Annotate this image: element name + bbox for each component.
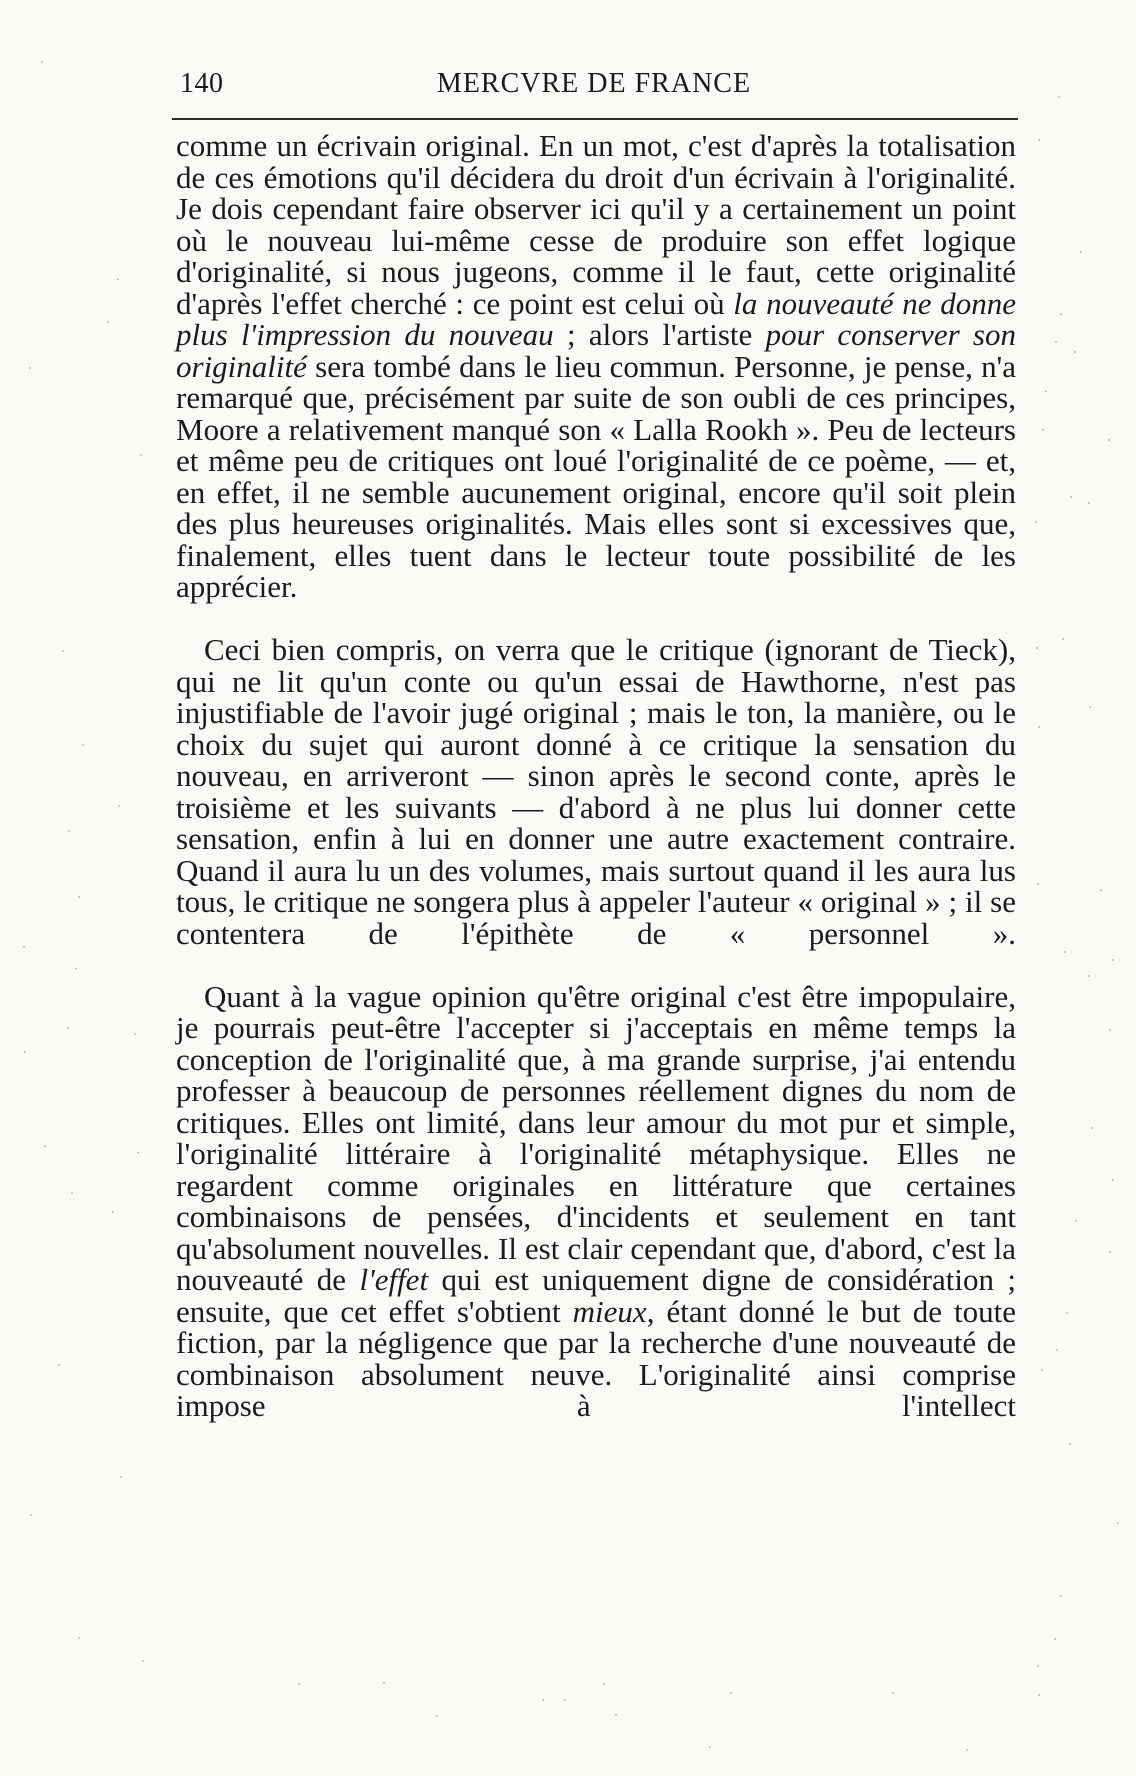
italic-text: pour conserver son originalité — [176, 317, 1016, 384]
speckle — [1075, 1220, 1077, 1222]
speckle — [1109, 1029, 1111, 1031]
speckle — [1038, 139, 1040, 141]
speckle — [41, 61, 43, 63]
body-text: ; alors l'artiste — [553, 317, 766, 352]
speckle — [44, 1145, 46, 1147]
speckle — [1066, 1312, 1068, 1314]
speckle — [1108, 439, 1110, 441]
speckle — [82, 744, 84, 746]
italic-text: mieux — [572, 1293, 647, 1329]
speckle — [1035, 521, 1037, 523]
speckle — [1109, 1251, 1111, 1253]
speckle — [1041, 1369, 1043, 1371]
speckle — [1088, 975, 1090, 977]
speckle — [1037, 883, 1039, 885]
speckle — [1037, 1665, 1039, 1667]
body-text: comme un écrivain original. En un mot, c'est d'après la totalisation de ces émotions qu'il décidera du droit d'un écrivain à l'originalité. Je dois cependant faire observer ici qu'il y a certainement un point où le nouveau lui-même cesse de produire son effet logique d'originalité, si nous jugeons, comme il le faut, cette originalité d'après l'effet cherché : ce point est celui où — [176, 128, 1016, 321]
speckle — [142, 1660, 144, 1662]
speckle — [1042, 429, 1044, 431]
paragraph — [176, 978, 1016, 1454]
running-header — [170, 60, 1018, 104]
body-text: qui est uniquement digne de considération ; ensuite, que cet effet s'obtient — [176, 1262, 1016, 1329]
body-text: , étant donné le but de toute fiction, par la négligence que par la recherche d'une nouveauté de combinaison absolument neuve. L'originalité ainsi comprise impose à l'intellect — [176, 1293, 1016, 1423]
speckle — [118, 805, 120, 807]
speckle — [1058, 96, 1060, 98]
speckle — [1074, 351, 1076, 353]
speckle — [1070, 496, 1072, 498]
text-body — [176, 130, 1016, 1453]
speckle — [78, 896, 80, 898]
speckle — [603, 1683, 605, 1685]
paragraph — [176, 634, 1016, 981]
speckle — [1117, 1522, 1119, 1524]
speckle — [966, 1749, 968, 1751]
speckle — [730, 1692, 732, 1694]
speckle — [30, 1514, 32, 1516]
speckle — [120, 1476, 122, 1478]
speckle — [892, 1692, 894, 1694]
speckle — [1060, 313, 1062, 315]
speckle — [78, 1637, 80, 1639]
speckle — [615, 1714, 617, 1716]
speckle — [1062, 638, 1064, 640]
speckle — [1038, 726, 1040, 728]
italic-text: la nouveauté ne donne plus l'impression du nouveau — [176, 285, 1016, 352]
speckle — [134, 1033, 136, 1035]
speckle — [542, 1699, 544, 1701]
speckle — [1100, 889, 1102, 891]
speckle — [1080, 251, 1082, 253]
speckle — [112, 1211, 114, 1213]
speckle — [1112, 1179, 1114, 1181]
speckle — [67, 1027, 69, 1029]
speckle — [24, 1051, 26, 1053]
speckle — [1056, 1349, 1058, 1351]
speckle — [709, 1746, 711, 1748]
header-rule — [172, 118, 1018, 120]
speckle — [23, 946, 25, 948]
speckle — [1060, 1595, 1062, 1597]
speckle — [29, 367, 31, 369]
italic-text: l'effet — [359, 1262, 429, 1297]
speckle — [436, 1715, 438, 1717]
speckle — [383, 1682, 385, 1684]
body-text: Quant à la vague opinion qu'être original c'est être impopulaire, je pourrais peut-être l'accepter si j'acceptais en même temps la conception de l'originalité que, à ma grande surprise, j'ai entendu professer à beaucoup de personnes réellement dignes du nom de critiques. Elles ont limité, dans leur amour du mot pur et simple, l'originalité littéraire à l'originalité métaphysique. Elles ne regardent comme originales en littérature que certaines combinaisons de pensées, d'incidents et seulement en tant qu'absolument nouvelles. Il est clair cependant que, d'abord, c'est la nouveauté de — [176, 978, 1016, 1297]
speckle — [117, 278, 119, 280]
speckle — [1064, 951, 1066, 953]
speckle — [62, 650, 64, 652]
speckle — [1036, 647, 1038, 649]
speckle — [137, 1152, 139, 1154]
speckle — [1091, 1127, 1093, 1129]
running-title: MERCVRE DE FRANCE — [436, 68, 752, 99]
speckle — [1055, 341, 1057, 343]
speckle — [298, 1683, 300, 1685]
speckle — [1038, 1694, 1040, 1696]
speckle — [75, 968, 77, 970]
paragraph — [176, 130, 1016, 634]
speckle — [58, 1364, 60, 1366]
page-number: 140 — [180, 68, 224, 99]
speckle — [1089, 706, 1091, 708]
speckle — [107, 321, 109, 323]
speckle — [1069, 1443, 1071, 1445]
speckle — [71, 1192, 73, 1194]
body-text: sera tombé dans le lieu commun. Personne, je pense, n'a remarqué que, précisément par suite de son oubli de ces principes, Moore a relativement manqué son « Lalla Rookh ». Peu de lecteurs et même peu de critiques ont loué l'originalité de ce poème, — et, en effet, il ne semble aucunement original, encore qu'il soit plein des plus heureuses originalités. Mais elles sont si excessives que, finalement, elles tuent dans le lecteur toute possibilité de les apprécier. — [176, 348, 1016, 604]
speckle — [140, 454, 142, 456]
speckle — [1112, 959, 1114, 961]
speckle — [68, 830, 70, 832]
speckle — [1045, 390, 1047, 392]
body-text: Ceci bien compris, on verra que le critique (ignorant de Tieck), qui ne lit qu'un conte ou qu'un essai de Hawthorne, n'est pas injustifiable de l'avoir jugé original ; mais le ton, la manière, ou le choix du sujet qui auront donné à ce critique la sensation du nouveau, en arriveront — sinon après le second conte, après le troisième et les suivants — d'abord à ne plus lui donner cette sensation, enfin à lui en donner une autre exactement contraire. Quand il aura lu un des volumes, mais surtout quand il les aura lus tous, le critique ne songera plus à appeler l'auteur « original » ; il se contentera de l'épithète de « personnel ». — [176, 632, 1016, 951]
speckle — [564, 1699, 566, 1701]
speckle — [1088, 502, 1090, 504]
speckle — [1054, 1638, 1056, 1640]
